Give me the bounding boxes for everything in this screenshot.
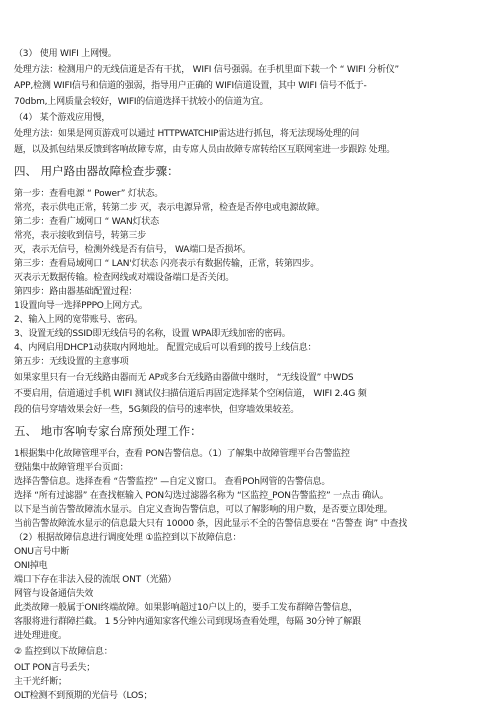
item-4-title: （4） 某个游戏应用慢， [14, 113, 111, 123]
paragraph-line: 第四步：路由器基础配置过程： [14, 287, 138, 297]
paragraph-line: 70dbm,上网质量会较好，WIFI的信道选择干扰较小的信道为宜。 [14, 97, 269, 107]
paragraph-line: 如果家里只有一台无线路由器而无 AP或多台无线路由器做中继时， “无线设置” 中WDS [14, 373, 354, 383]
section-heading-5: 五、 地市客响专家台席预处理工作： [14, 424, 202, 438]
paragraph-line: 处理方法：如果是网页游戏可以通过 HTTPWATCHIP雷达进行抓包，将无法现场处理的问 [14, 129, 360, 139]
paragraph-line: 进处理进度。 [14, 631, 67, 641]
paragraph-line: 灭表示无数据传输。检查网线或对端设备端口是否关闭。 [14, 273, 235, 283]
paragraph-line: 常亮，表示供电正常，转第二步 灭，表示电源异常，检查是否停电或电源故障。 [14, 203, 325, 213]
item-3-title: （3） 使用 WIFI 上网慢。 [14, 49, 117, 59]
list-item: ONU言号中断 [14, 547, 70, 557]
paragraph-line: （2）根据故障信息进行调度处理 ①监控到以下故障信息： [14, 533, 242, 543]
paragraph-line: 处理方法：检测用户的无线信道是否有干扰， WIFI 信号强弱。在手机里面下载一个 “ WIFI 分析仪” [14, 65, 400, 75]
paragraph-line: 题，以及抓包结果反馈到客响故障专席，由专席人员由故障专席转给区互联网室进一步跟踪 处理。 [14, 145, 396, 155]
paragraph-line: ② 监控到以下故障信息： [14, 647, 113, 657]
paragraph-line: 常亮，表示接收到信号，转第三步 [14, 231, 147, 241]
paragraph-line: 不要启用，信道通过手机 WIFI 测试仪扫描信道后再固定选择某个空闲信道， WIFI 2.4G 频 [14, 389, 367, 399]
paragraph-line: 第二步：查看广域网口 “ WAN灯状态 [14, 217, 159, 227]
list-item: 端口下存在非法入侵的流氓 ONT（光猫） [14, 575, 177, 585]
list-item: OLT检测不到预期的光信号（LOS； [14, 691, 153, 701]
list-item: OLT PON言号丢失； [14, 663, 96, 673]
paragraph-line: 当前告警故障流水显示的信息最大只有 10000 条，因此显示不全的告警信息要在 “告警查 询” 中查找 [14, 519, 408, 529]
list-item: ONI掉电 [14, 561, 48, 571]
paragraph-line: 段的信号穿墙效果会好一些，5G频段的信号的速率快，但穿墙效果较差。 [14, 405, 300, 415]
paragraph-line: 第三步：查看局域网口 “ LAN'灯状态 闪亮表示有数据传输，正常，转第四步。 [14, 259, 320, 269]
list-item: 网管与设备通信失效 [14, 589, 94, 599]
paragraph-line: 选择告警信息。选择查看 “告警监控” —自定义窗口。 查看POh网管的告警信息。 [14, 477, 331, 487]
paragraph-line: 1设置向导一选择PPPO上网方式。 [14, 301, 148, 311]
paragraph-line: APP,检测 WIFI信号和信道的强弱，指导用户正确的 WIFI信道设置，其中 WIFI 信号不低于- [14, 81, 367, 91]
paragraph-line: 选择 “所有过滤器” 在查找框输入 PON勾选过滤器名称为 “区监控_PON告警监控” 一点击 确认。 [14, 491, 389, 501]
paragraph-line: 此类故障一般属于ONI终端故障。如果影响超过10户以上的，要手工发布群障告警信息， [14, 603, 358, 613]
paragraph-line: 第五步：无线设置的主意事项 [14, 357, 129, 367]
paragraph-line: 4、内网启用DHCP1动获取内网地址。 配置完成后可以看到的拨号上线信息： [14, 343, 317, 353]
paragraph-line: 登陆集中故障管理平台页面： [14, 463, 129, 473]
paragraph-line: 客服将进行群障拦截。 1 5分钟内通知家客代维公司到现场查看处理，每隔 30分钟了解跟 [14, 617, 361, 627]
paragraph-line: 1根据集中化故障管理平台，查看 PON告警信息。（1）了解集中故障管理平台告警监控 [14, 449, 350, 459]
section-heading-4: 四、 用户路由器故障检查步骤： [14, 164, 179, 178]
paragraph-line: 灭，表示无信号，检测外线是否有信号， WA端口是否损坏。 [14, 245, 251, 255]
paragraph-line: 2、输入上网的宽带账号、密码。 [14, 315, 143, 325]
paragraph-line: 第一步：查看电源 “ Power” 灯状态。 [14, 189, 164, 199]
paragraph-line: 以下是当前告警故障流水显示。自定义查询告警信息，可以了解影响的用户数，是否要立即处理。 [14, 505, 393, 515]
list-item: 主干光纤断； [14, 677, 67, 687]
paragraph-line: 3、设置无线的SSID即无线信号的名称，设置 WPA即无线加密的密码。 [14, 329, 291, 339]
